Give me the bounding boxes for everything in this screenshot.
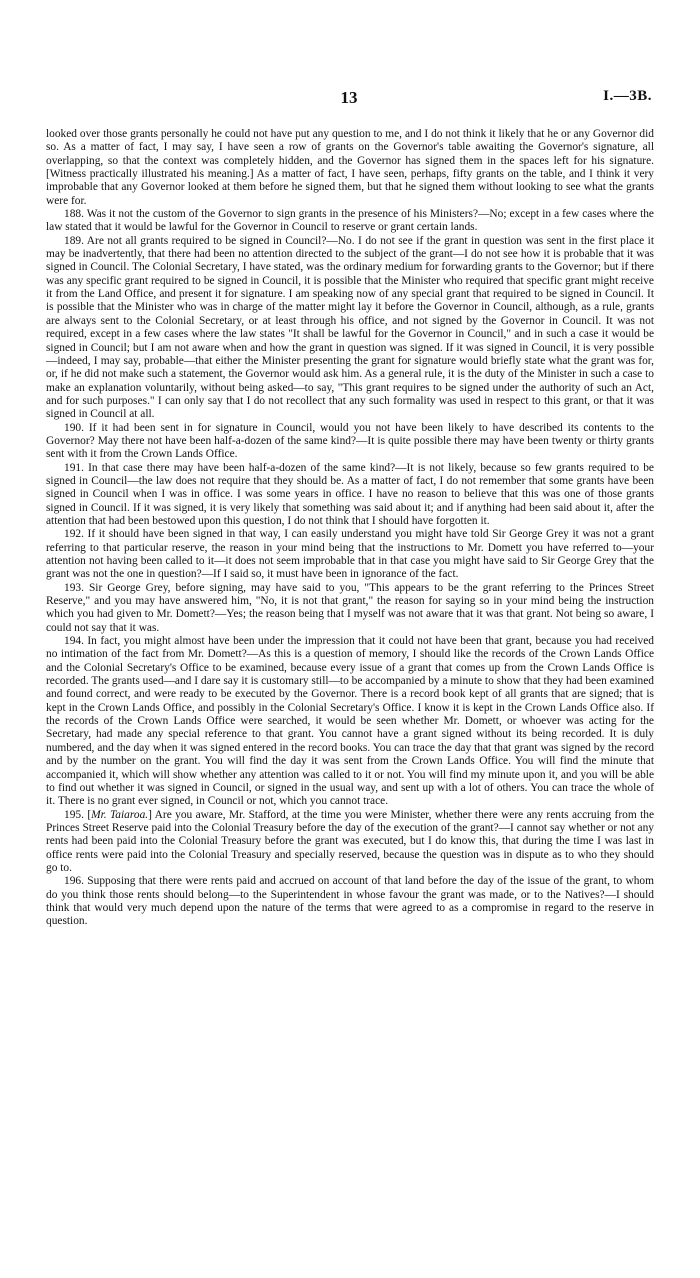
paragraph-q193: 193. Sir George Grey, before signing, may have said to you, "This appears to be the grant referring to the Princes Street Reserve," and you may have answered him, "No, it is not that grant," the reason for saying so in your mind being the instruction which you had given to Mr. Domett?—Yes; the reason being that I myself was not aware that it was that grant. Not being so aware, I could not say that it was.	[46, 581, 654, 634]
page-number: 13	[340, 88, 358, 107]
speaker-name: Mr. Taiaroa.	[91, 808, 149, 821]
paragraph-q194: 194. In fact, you might almost have been under the impression that it could not have been that grant, because you had received no intimation of the fact from Mr. Domett?—As this is a question of memory, I should like the records of the Crown Lands Office and the Colonial Secretary's Office to be examined, because every issue of a grant that comes up from the Crown Lands Office is recorded. The grants used—and I dare say it is customary still—to be accompanied by a minute to show that they had been examined and found correct, and were ready to be executed by the Governor. There is a record book kept of all grants that are signed; that is kept in the Crown Lands Office, and possibly in the Colonial Secretary's Office. I know it is kept in the Crown Lands Office also. If the records of the Crown Lands Office were searched, it would be seen whether Mr. Domett, or whoever was acting for the Secretary, had made any special reference to that grant. You cannot have a grant signed without its being recorded. It is duly numbered, and the day when it was signed entered in the record books. You can trace the day that that grant was signed by the record and by the number on the grant. You will find the day it was sent from the Crown Lands Office. You will find the minute that accompanied it, which will show whether any attention was called to it or not. You will find my minute upon it, and you will be able to find out whether it was signed in Council, or signed in the usual way, and sent up with a lot of others. You can trace the whole of it. There is no grant ever signed, in Council or not, which you cannot trace.	[46, 635, 654, 808]
q195-number: 195. [	[64, 808, 92, 821]
body-text	[46, 128, 654, 929]
paragraph-q195	[46, 809, 654, 876]
sheet-reference: I.—3B.	[603, 88, 652, 104]
paragraph-q188: 188. Was it not the custom of the Governor to sign grants in the presence of his Ministers?—No; except in a few cases where the law stated that it would be lawful for the Governor in Council to reserve or grant certain lands.	[46, 208, 654, 234]
paragraph-q189: 189. Are not all grants required to be signed in Council?—No. I do not see if the grant in question was sent in the first place it may be inadvertently, that there had been no attention directed to the subject of the grant—I do not see how it is probable that it was signed in Council. The Colonial Secretary, I have stated, was the ordinary medium for forwarding grants to the Governor; but if there was any specific grant required to be signed in Council, it is possible that the Minister who required that specific grant might receive it from the Land Office, and present it for signature. I am speaking now of any special grant that required to be signed in Council. It is possible that the Minister who was in charge of the matter might lay it before the Governor in Council, although, as a rule, grants are always sent to the Colonial Secretary, or at least through his office, and not signed by the Governor in Council. It was not required, except in a few cases where the law states "It shall be lawful for the Governor in Council," and in such a case it would be signed in Council; but I am not aware when and how the grant in question was signed. If it was signed in Council, it is very possible—indeed, I may say, probable—that either the Minister presenting the grant for signature would briefly state what the grant was for, or, if he did not make such a statement, the Governor would ask him. As a general rule, it is the duty of the Minister in such a case to make an explanation voluntarily, without being asked—to say, "This grant requires to be signed under the authority of such an Act, and for such purposes." I can only say that I do not recollect that any such formality was used in respect to this grant, or that it was signed in Council at all.	[46, 234, 654, 421]
q195-text: ] Are you aware, Mr. Stafford, at the time you were Minister, whether there were any rents accruing from the Princes Street Reserve paid into the Colonial Treasury before the day of the execution of the grant?—I cannot say whether or not any rents had been paid into the Colonial Treasury before the grant was executed, but I do know this, that during the time I was last in office rents were paid into the Colonial Treasury and specially reserved, because the question was in dispute as to who they should go to.	[46, 808, 654, 874]
paragraph-continuation: looked over those grants personally he could not have put any question to me, and I do not think it likely that he or any Governor did so. As a matter of fact, I may say, I have seen a row of grants on the Governor's table awaiting the Governor's signature, all overlapping, so that the context was completely hidden, and the Governor has signed them in the spaces left for his signature. [Witness practically illustrated his meaning.] As a matter of fact, I have seen, perhaps, fifty grants on the table, and I think it very improbable that any Governor looked at them before he signed them, but that he signed them without looking to see what the grants were for.	[46, 128, 654, 207]
page-header	[46, 88, 652, 112]
paragraph-q192: 192. If it should have been signed in that way, I can easily understand you might have told Sir George Grey it was not a grant referring to that particular reserve, the reason in your mind being that the instructions to Mr. Domett you have referred to—your attention not having been called to it—it does not seem improbable that in that case you might have said to Sir George Grey that the grant was not the one in question?—If I said so, it must have been in ignorance of the fact.	[46, 528, 654, 581]
paragraph-q191: 191. In that case there may have been half-a-dozen of the same kind?—It is not likely, because so few grants required to be signed in Council—the law does not require that they should be. As a matter of fact, I do not remember that some grants have been signed in Council when I was in office. I was some years in office. I have no reason to believe that this was one of those grants signed in Council. If it was signed, it is very likely that something was said about it; and if anything had been said about it, after the attention that had been bestowed upon this question, I do not think that I should have forgotten it.	[46, 461, 654, 527]
paragraph-q190: 190. If it had been sent in for signature in Council, would you not have been likely to have described its contents to the Governor? May there not have been half-a-dozen of the same kind?—It is quite possible there may have been twenty or thirty grants sent with it from the Crown Lands Office.	[46, 421, 654, 461]
paragraph-q196: 196. Supposing that there were rents paid and accrued on account of that land before the day of the issue of the grant, to whom do you think those rents should belong—to the Superintendent in whose favour the grant was made, or to the Natives?—I should think that would very much depend upon the nature of the terms that were agreed to as a compromise in regard to the reserve in question.	[46, 875, 654, 928]
